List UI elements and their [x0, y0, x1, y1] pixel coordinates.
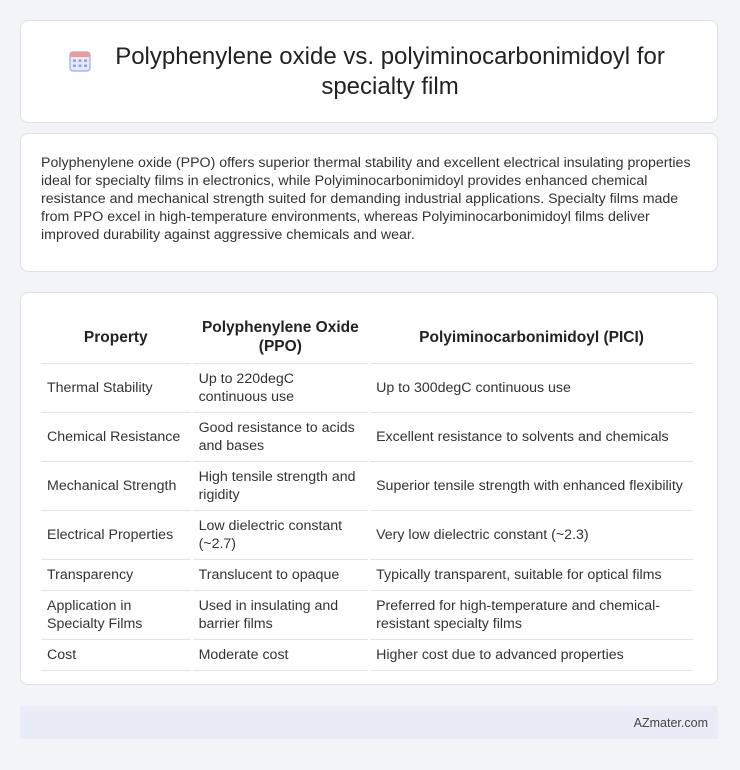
row-property: Thermal Stability [41, 364, 191, 413]
header-property: Property [41, 313, 191, 364]
row-property: Transparency [41, 560, 191, 591]
table-row [41, 462, 693, 511]
row-pici-value: Excellent resistance to solvents and chemicals [370, 413, 693, 462]
comparison-card [20, 292, 718, 685]
description-card [20, 133, 718, 272]
row-ppo-value: Low dielectric constant (~2.7) [193, 511, 369, 560]
header-ppo: Polyphenylene Oxide (PPO) [193, 313, 369, 364]
row-property: Mechanical Strength [41, 462, 191, 511]
row-pici-value: Up to 300degC continuous use [370, 364, 693, 413]
row-property: Application in Specialty Films [41, 591, 191, 640]
row-pici-value: Preferred for high-temperature and chemical-resistant specialty films [370, 591, 693, 640]
source-label: AZmater.com [633, 715, 708, 730]
row-pici-value: Very low dielectric constant (~2.3) [370, 511, 693, 560]
row-ppo-value: High tensile strength and rigidity [193, 462, 369, 511]
row-ppo-value: Translucent to opaque [193, 560, 369, 591]
row-ppo-value: Moderate cost [193, 640, 369, 671]
title-card [20, 20, 718, 123]
table-header-row [41, 313, 693, 364]
description-text: Polyphenylene oxide (PPO) offers superior thermal stability and excellent electrical insulating properties ideal for specialty films in electronics, while Polyiminocarbonimidoyl provides enhanced chemical resistance and mechanical strength suited for demanding industrial applications. Specialty films made from PPO excel in high-temperature environments, whereas Polyiminocarbonimidoyl films deliver improved durability against aggressive chemicals and wear. [41, 155, 691, 243]
row-pici-value: Superior tensile strength with enhanced flexibility [370, 462, 693, 511]
calendar-icon [68, 49, 92, 73]
table-row [41, 560, 693, 591]
table-row [41, 591, 693, 640]
row-ppo-value: Good resistance to acids and bases [193, 413, 369, 462]
row-pici-value: Higher cost due to advanced properties [370, 640, 693, 671]
row-ppo-value: Up to 220degC continuous use [193, 364, 369, 413]
table-row [41, 640, 693, 671]
footer-bar [20, 706, 718, 739]
page-title: Polyphenylene oxide vs. polyiminocarbonimidoyl for specialty film [115, 42, 665, 100]
table-row [41, 413, 693, 462]
table-row [41, 511, 693, 560]
row-property: Electrical Properties [41, 511, 191, 560]
title-wrap [68, 42, 670, 102]
row-pici-value: Typically transparent, suitable for optical films [370, 560, 693, 591]
row-property: Chemical Resistance [41, 413, 191, 462]
row-ppo-value: Used in insulating and barrier films [193, 591, 369, 640]
row-property: Cost [41, 640, 191, 671]
header-pici: Polyiminocarbonimidoyl (PICI) [370, 313, 693, 364]
table-row [41, 364, 693, 413]
comparison-table [39, 313, 695, 671]
